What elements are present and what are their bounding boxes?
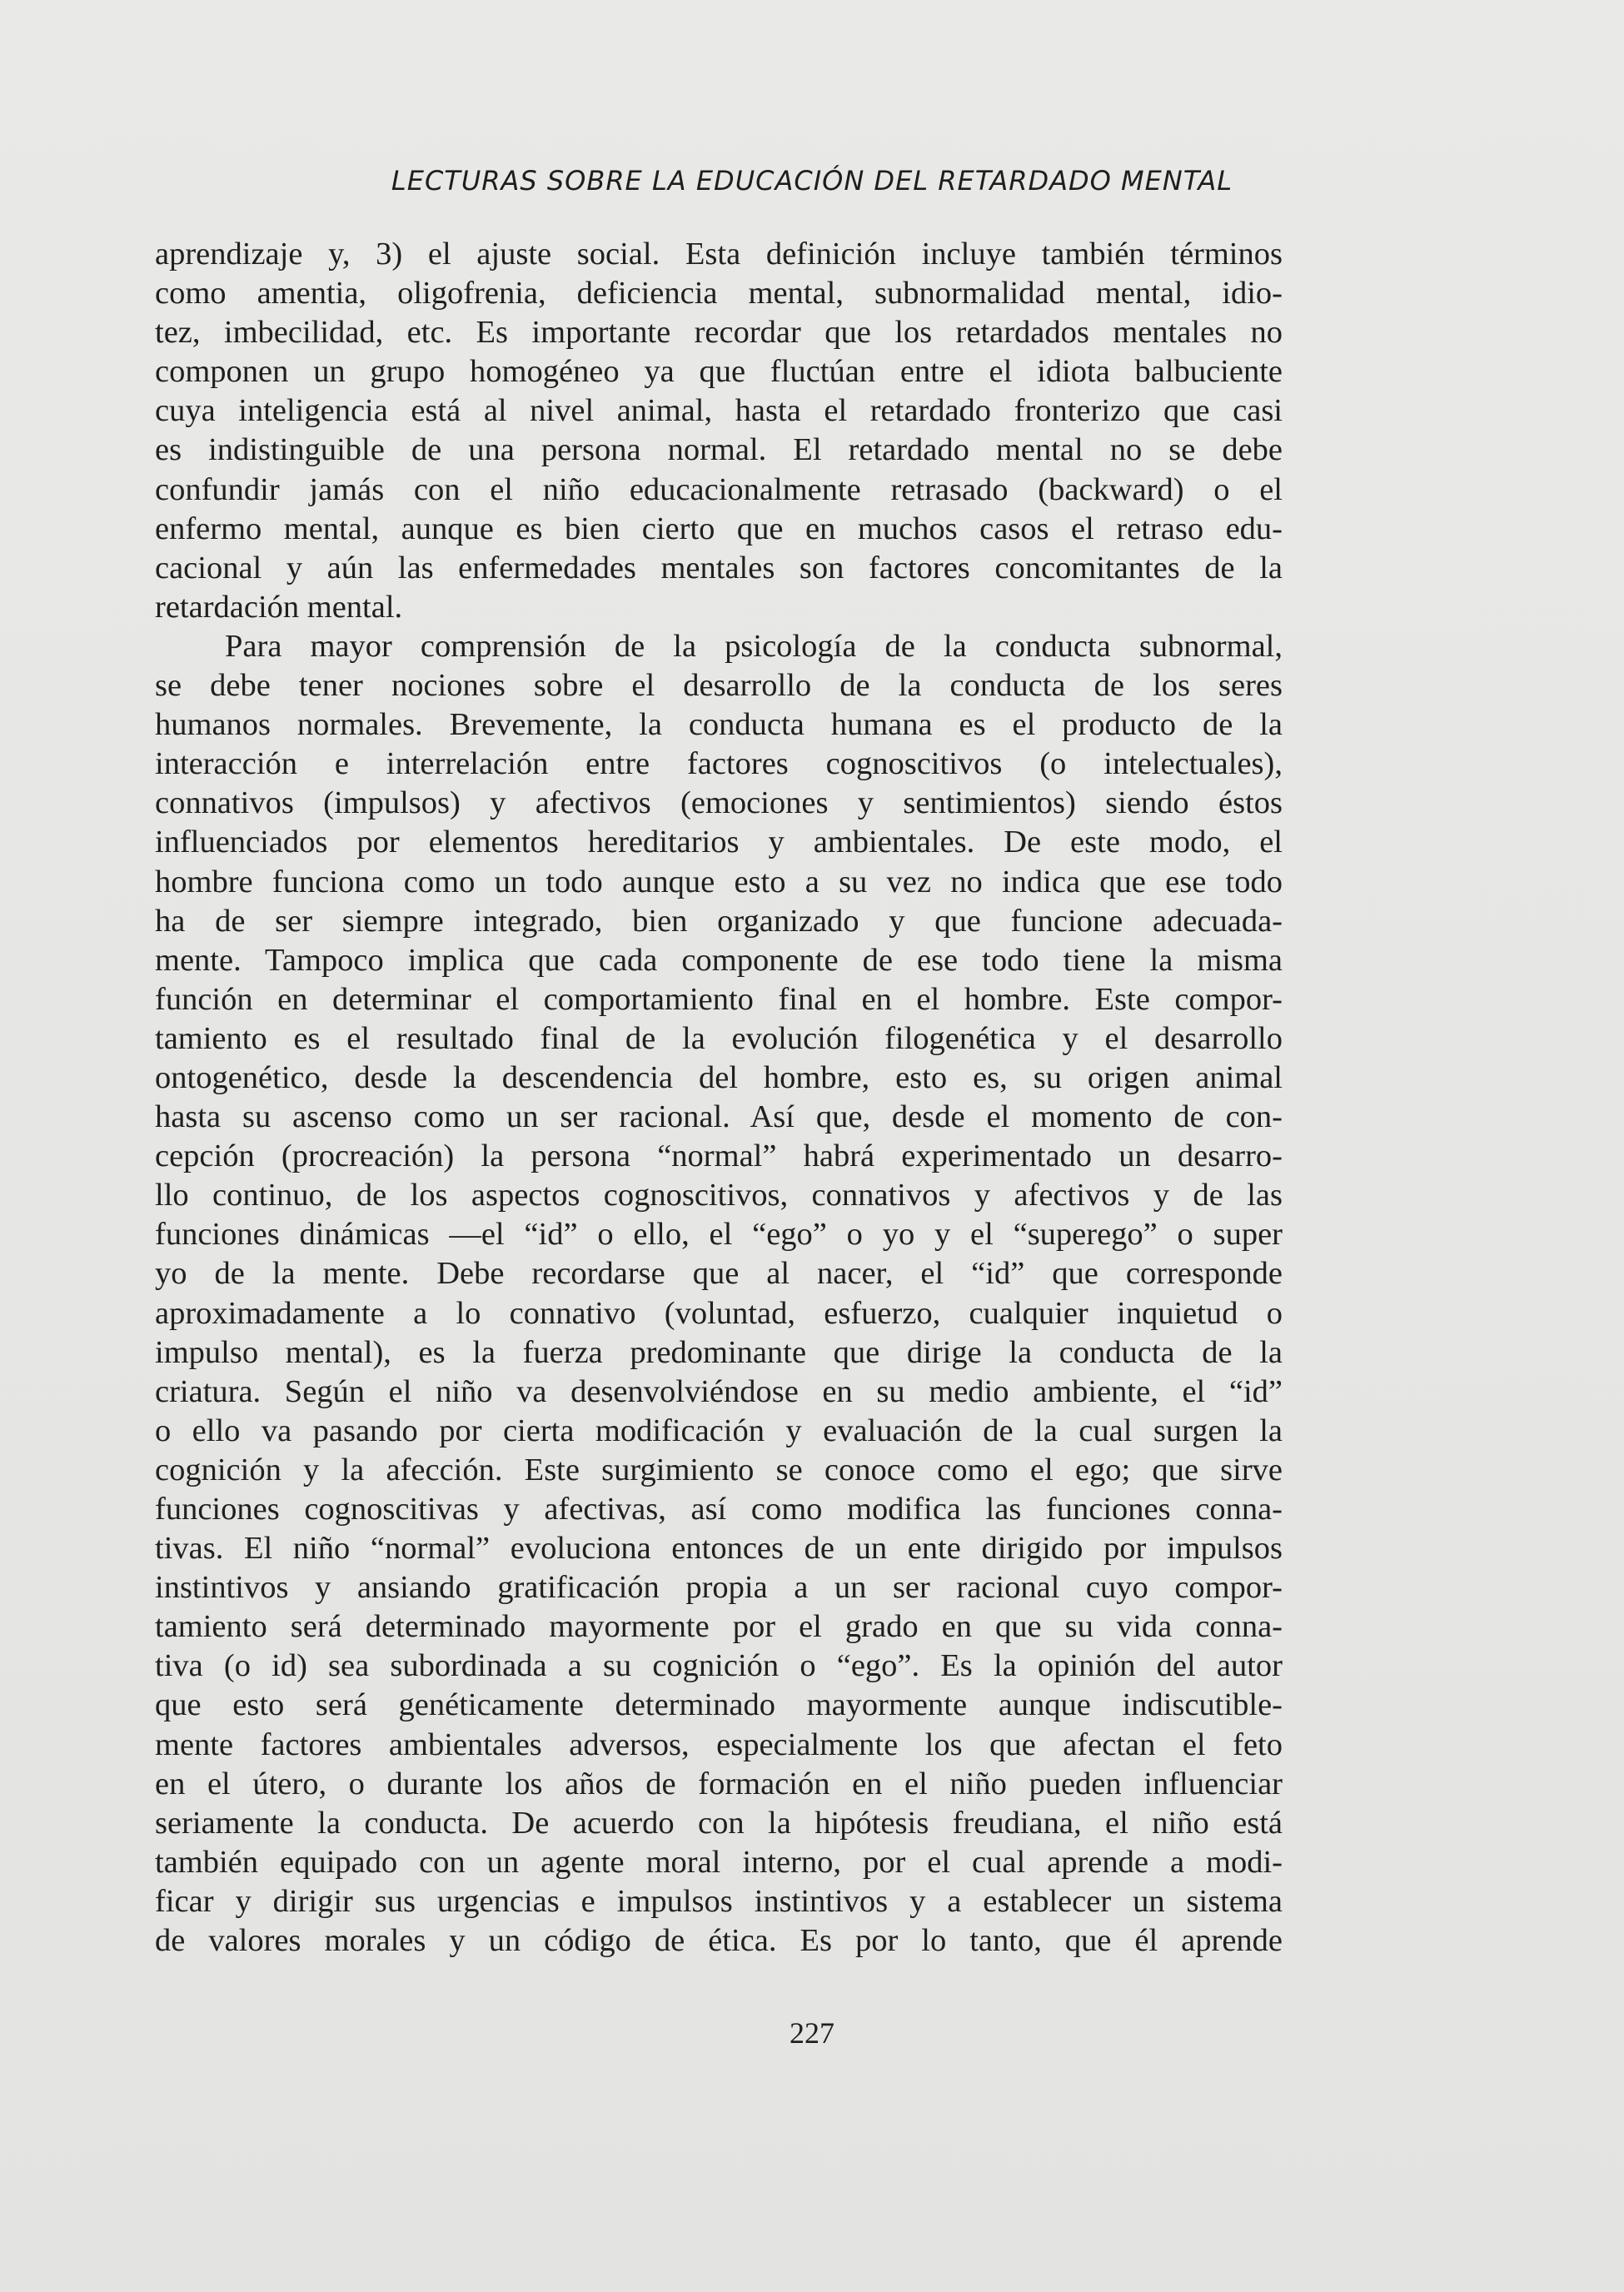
text-line: retardación mental.: [155, 589, 403, 625]
text-line: tez, imbecilidad, etc. Es importante recordar que los retardados mentales no: [155, 315, 1283, 351]
text-line: función en determinar el comportamiento final en el hombre. Este compor-: [155, 981, 1283, 1017]
text-line: que esto será genéticamente determinado mayormente aunque indiscutible-: [155, 1687, 1283, 1723]
text-line: es indistinguible de una persona normal. El retardado mental no se debe: [155, 432, 1283, 468]
body-text: [155, 235, 1283, 1961]
text-line: mente. Tampoco implica que cada componente de ese todo tiene la misma: [155, 942, 1283, 978]
text-line: mente factores ambientales adversos, especialmente los que afectan el feto: [155, 1726, 1283, 1762]
page-number: 227: [790, 2016, 834, 2050]
text-line: funciones cognoscitivas y afectivas, así como modifica las funciones conna-: [155, 1492, 1283, 1527]
text-line: tiva (o id) sea subordinada a su cognición o “ego”. Es la opinión del autor: [155, 1648, 1283, 1684]
text-line: confundir jamás con el niño educacionalmente retrasado (backward) o el: [155, 471, 1283, 507]
text-line: criatura. Según el niño va desenvolviéndose en su medio ambiente, el “id”: [155, 1373, 1283, 1409]
text-line: cuya inteligencia está al nivel animal, hasta el retardado fronterizo que casi: [155, 393, 1283, 429]
text-line: cognición y la afección. Este surgimiento se conoce como el ego; que sirve: [155, 1452, 1283, 1487]
text-line: instintivos y ansiando gratificación propia a un ser racional cuyo compor-: [155, 1570, 1283, 1606]
paragraph: [155, 627, 1283, 1961]
text-line: hasta su ascenso como un ser racional. Así que, desde el momento de con-: [155, 1099, 1283, 1135]
text-line: se debe tener nociones sobre el desarrollo de la conducta de los seres: [155, 668, 1283, 704]
text-line: ontogenético, desde la descendencia del hombre, esto es, su origen animal: [155, 1059, 1283, 1095]
text-line: tamiento es el resultado final de la evolución filogenética y el desarrollo: [155, 1020, 1283, 1056]
paragraph: [155, 235, 1283, 627]
running-head-title: LECTURAS SOBRE LA EDUCACIÓN DEL RETARDADO MENTAL: [391, 165, 1233, 197]
text-line: como amentia, oligofrenia, deficiencia mental, subnormalidad mental, idio-: [155, 276, 1283, 311]
text-line: de valores morales y un código de ética. Es por lo tanto, que él aprende: [155, 1923, 1283, 1959]
text-line: componen un grupo homogéneo ya que fluctúan entre el idiota balbuciente: [155, 354, 1283, 390]
text-line: ha de ser siempre integrado, bien organizado y que funcione adecuada-: [155, 903, 1283, 939]
text-line: cacional y aún las enfermedades mentales son factores concomitantes de la: [155, 550, 1283, 585]
text-line: aprendizaje y, 3) el ajuste social. Esta definición incluye también términos: [155, 237, 1283, 272]
text-line: llo continuo, de los aspectos cognoscitivos, connativos y afectivos y de las: [155, 1178, 1283, 1213]
text-line: humanos normales. Brevemente, la conducta humana es el producto de la: [155, 707, 1283, 743]
text-line: yo de la mente. Debe recordarse que al nacer, el “id” que corresponde: [155, 1256, 1283, 1292]
text-line: ficar y dirigir sus urgencias e impulsos instintivos y a establecer un sistema: [155, 1883, 1283, 1919]
text-line: connativos (impulsos) y afectivos (emociones y sentimientos) siendo éstos: [155, 785, 1283, 821]
text-line: funciones dinámicas —el “id” o ello, el “ego” o yo y el “superego” o super: [155, 1217, 1283, 1253]
text-line: en el útero, o durante los años de formación en el niño pueden influenciar: [155, 1766, 1283, 1801]
text-line: también equipado con un agente moral interno, por el cual aprende a modi-: [155, 1844, 1283, 1880]
text-line: tivas. El niño “normal” evoluciona entonces de un ente dirigido por impulsos: [155, 1531, 1283, 1567]
text-line: aproximadamente a lo connativo (voluntad, esfuerzo, cualquier inquietud o: [155, 1295, 1283, 1331]
text-line: influenciados por elementos hereditarios y ambientales. De este modo, el: [155, 825, 1283, 860]
text-line: Para mayor comprensión de la psicología de la conducta subnormal,: [225, 628, 1283, 664]
text-line: interacción e interrelación entre factores cognoscitivos (o intelectuales),: [155, 746, 1283, 782]
text-line: seriamente la conducta. De acuerdo con la hipótesis freudiana, el niño está: [155, 1805, 1283, 1841]
text-line: tamiento será determinado mayormente por el grado en que su vida conna-: [155, 1609, 1283, 1645]
text-line: o ello va pasando por cierta modificación y evaluación de la cual surgen la: [155, 1413, 1283, 1448]
text-line: enfermo mental, aunque es bien cierto que en muchos casos el retraso edu-: [155, 511, 1283, 546]
text-line: hombre funciona como un todo aunque esto a su vez no indica que ese todo: [155, 864, 1283, 899]
text-line: impulso mental), es la fuerza predominante que dirige la conducta de la: [155, 1334, 1283, 1370]
text-line: cepción (procreación) la persona “normal” habrá experimentado un desarro-: [155, 1139, 1283, 1174]
